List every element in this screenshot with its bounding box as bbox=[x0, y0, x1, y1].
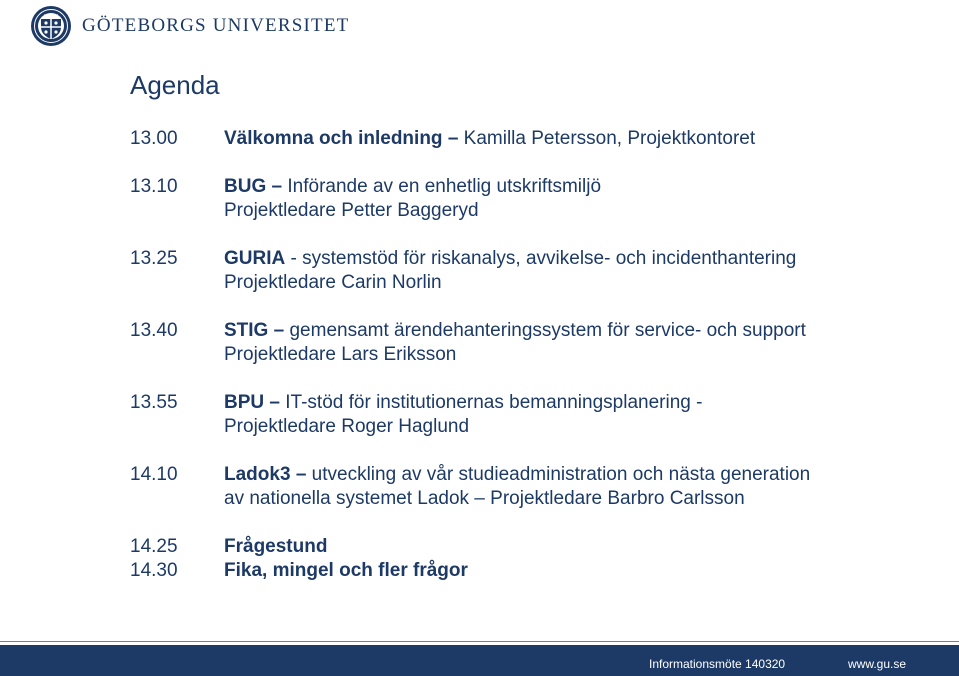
agenda-item bbox=[130, 463, 940, 511]
agenda-topic: Fika, mingel och fler frågor bbox=[224, 560, 468, 581]
agenda-separator: – bbox=[447, 128, 459, 149]
agenda-topic: Frågestund bbox=[224, 536, 328, 557]
agenda-time: 14.10 bbox=[130, 464, 178, 485]
footer-bar bbox=[0, 645, 959, 676]
agenda-item bbox=[130, 535, 940, 559]
agenda-detail: utveckling av vår studieadministration och nästa generation bbox=[311, 464, 811, 485]
agenda-detail: IT-stöd för institutionernas bemanningsplanering - bbox=[285, 392, 703, 413]
footer-divider bbox=[0, 641, 959, 642]
agenda-item bbox=[130, 127, 940, 151]
footer-website: www.gu.se bbox=[848, 657, 907, 671]
agenda-item bbox=[130, 247, 940, 295]
agenda-detail: gemensamt ärendehanteringssystem för service- och support bbox=[289, 320, 806, 341]
agenda-presenter: Projektledare Petter Baggeryd bbox=[224, 200, 479, 221]
agenda-separator: – bbox=[295, 464, 307, 485]
agenda-time: 13.00 bbox=[130, 128, 178, 149]
agenda-detail: systemstöd för riskanalys, avvikelse- och incidenthantering bbox=[302, 248, 797, 269]
agenda-time: 14.25 bbox=[130, 536, 178, 557]
agenda-separator: – bbox=[269, 392, 280, 413]
agenda-topic: Ladok3 bbox=[224, 464, 291, 485]
university-name: GÖTEBORGS UNIVERSITET bbox=[82, 15, 350, 36]
agenda-time: 13.10 bbox=[130, 176, 178, 197]
university-seal-icon bbox=[30, 5, 72, 47]
agenda-detail: Kamilla Petersson, Projektkontoret bbox=[463, 128, 756, 149]
agenda-time: 14.30 bbox=[130, 560, 178, 581]
agenda-item bbox=[130, 559, 940, 583]
agenda-time: 13.40 bbox=[130, 320, 178, 341]
agenda-separator: – bbox=[271, 176, 283, 197]
page-title: Agenda bbox=[130, 70, 220, 100]
agenda-item bbox=[130, 391, 940, 439]
agenda-item bbox=[130, 319, 940, 367]
agenda-topic: Välkomna och inledning bbox=[224, 128, 443, 149]
header bbox=[30, 6, 349, 46]
agenda-time: 13.25 bbox=[130, 248, 178, 269]
footer-event: Informationsmöte 140320 bbox=[649, 657, 786, 671]
agenda-topic: BPU bbox=[224, 392, 265, 413]
agenda-presenter: av nationella systemet Ladok – Projektledare Barbro Carlsson bbox=[224, 488, 745, 509]
agenda-item bbox=[130, 175, 940, 223]
agenda-topic: BUG bbox=[224, 176, 267, 197]
agenda-presenter: Projektledare Roger Haglund bbox=[224, 416, 470, 437]
agenda-separator: - bbox=[290, 248, 297, 269]
agenda-topic: STIG bbox=[224, 320, 269, 341]
agenda-separator: – bbox=[273, 320, 285, 341]
agenda-list bbox=[130, 127, 940, 583]
agenda-presenter: Projektledare Carin Norlin bbox=[224, 272, 442, 293]
agenda-time: 13.55 bbox=[130, 392, 178, 413]
agenda-presenter: Projektledare Lars Eriksson bbox=[224, 344, 457, 365]
agenda-detail: Införande av en enhetlig utskriftsmiljö bbox=[287, 176, 602, 197]
agenda-topic: GURIA bbox=[224, 248, 286, 269]
